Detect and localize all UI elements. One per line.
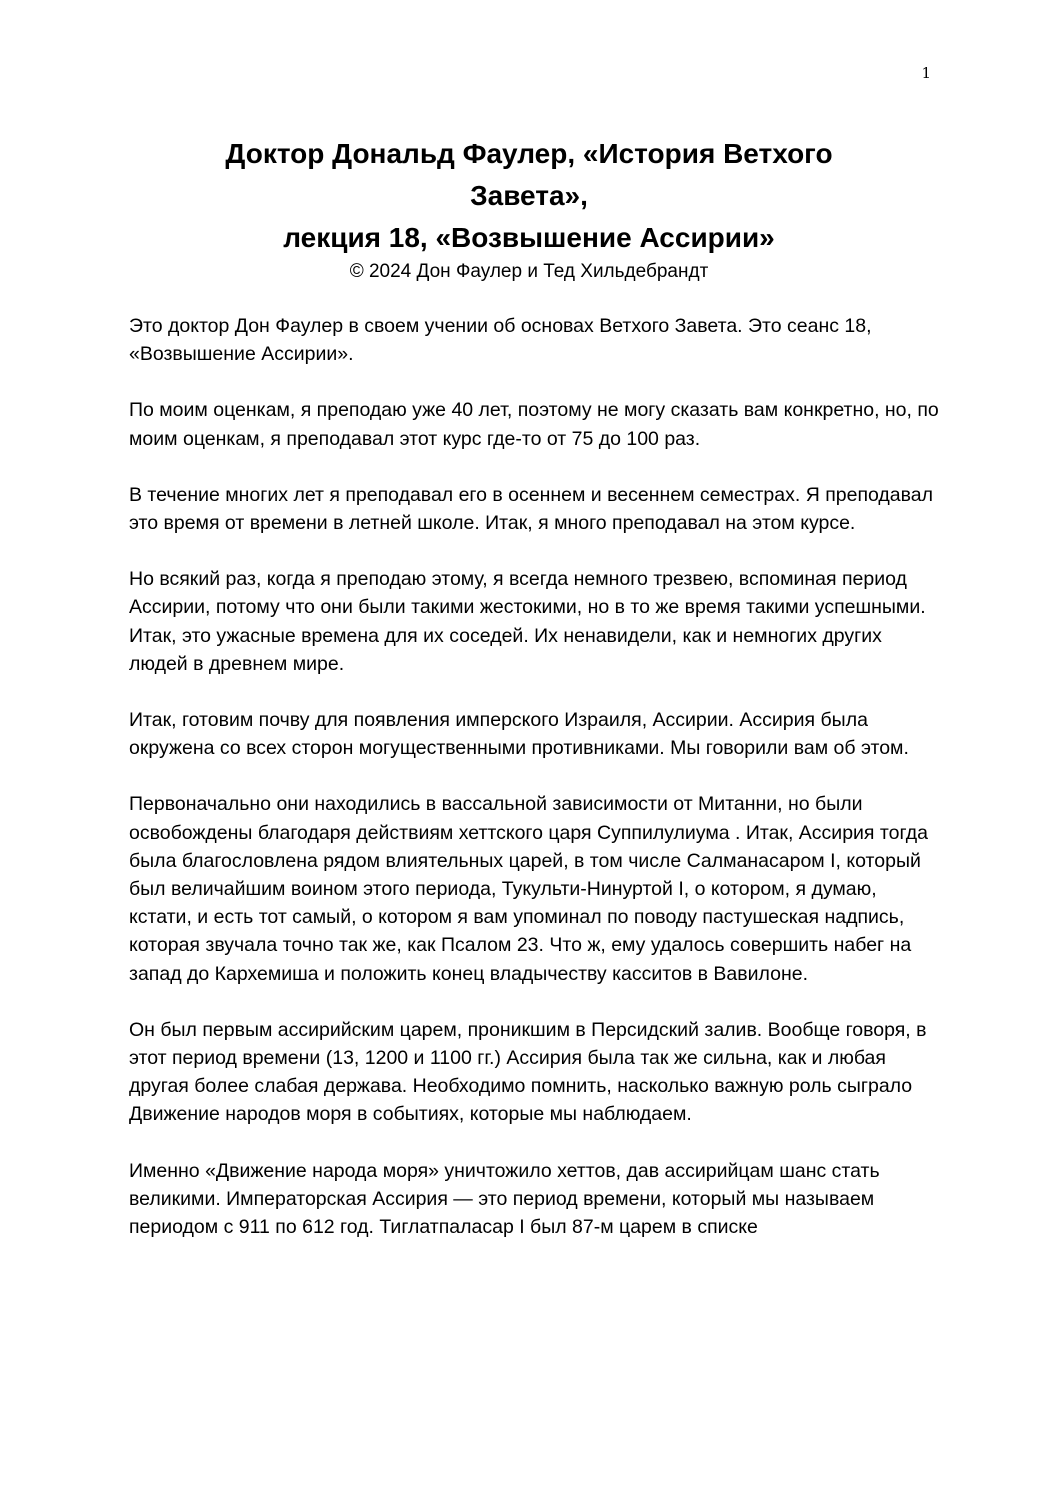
title-line: Завета», [470,180,588,211]
paragraph: В течение многих лет я преподавал его в осеннем и весеннем семестрах. Я преподавал это время от времени в летней школе. Итак, я много преподавал на этом курсе. [129,483,934,535]
paragraph: Но всякий раз, когда я преподаю этому, я всегда немного трезвею, вспоминая период Ассирии, потому что они были такими жестокими, но в то же время такими успешными. Итак, это ужасные времена для их соседей. Их ненавидели, как и немногих других людей в древнем мире. [129,568,926,675]
copyright-line: © 2024 Дон Фаулер и Тед Хильдебрандт [349,261,709,282]
paragraph: По моим оценкам, я преподаю уже 40 лет, поэтому не могу сказать вам конкретно, но, по моим оценкам, я преподавал этот курс где-то от 75 до 100 раз. [129,399,939,450]
document-header [130,133,928,285]
paragraph: Итак, готовим почву для появления имперского Израиля, Ассирии. Ассирия была окружена со всех сторон могущественными противниками. Мы говорили вам об этом. [129,709,909,760]
document-body [129,312,939,1269]
paragraph: Это доктор Дон Фаулер в своем учении об основах Ветхого Завета. Это сеанс 18, «Возвышение Ассирии». [129,315,872,366]
title-line: Доктор Дональд Фаулер, «История Ветхого [225,138,833,169]
paragraph: Именно «Движение народа моря» уничтожило хеттов, дав ассирийцам шанс стать великими. Императорская Ассирия — это период времени, который мы называем периодом с 911 по 612 год. Тиглатпаласар I был 87-м царем в списке [129,1159,880,1239]
paragraph: Он был первым ассирийским царем, проникшим в Персидский залив. Вообще говоря, в этот период времени (13, 1200 и 1100 гг.) Ассирия была так же сильна, как и любая другая более слабая держава. Необходимо помнить, насколько важную роль сыграло Движение народов моря в событиях, которые мы наблюдаем. [129,1018,927,1126]
title-line: лекция 18, «Возвышение Ассирии» [283,222,775,253]
document-title [130,133,928,259]
paragraph: Первоначально они находились в вассальной зависимости от Митанни, но были освобождены благодаря действиям хеттского царя Суппилулиума . Итак, Ассирия тогда была благословлена рядом влиятельных царей, в том числе Салманасаром I, который был величайшим воином этого периода, Тукульти-Нинуртой I, о котором, я думаю, кстати, и есть тот самый, о котором я вам упоминал по поводу пастушеская надпись, которая звучала точно так же, как Псалом 23. Что ж, ему удалось совершить набег на запад до Кархемиша и положить конец владычеству касситов в Вавилоне. [129,793,928,985]
page-number: 1 [921,64,931,82]
